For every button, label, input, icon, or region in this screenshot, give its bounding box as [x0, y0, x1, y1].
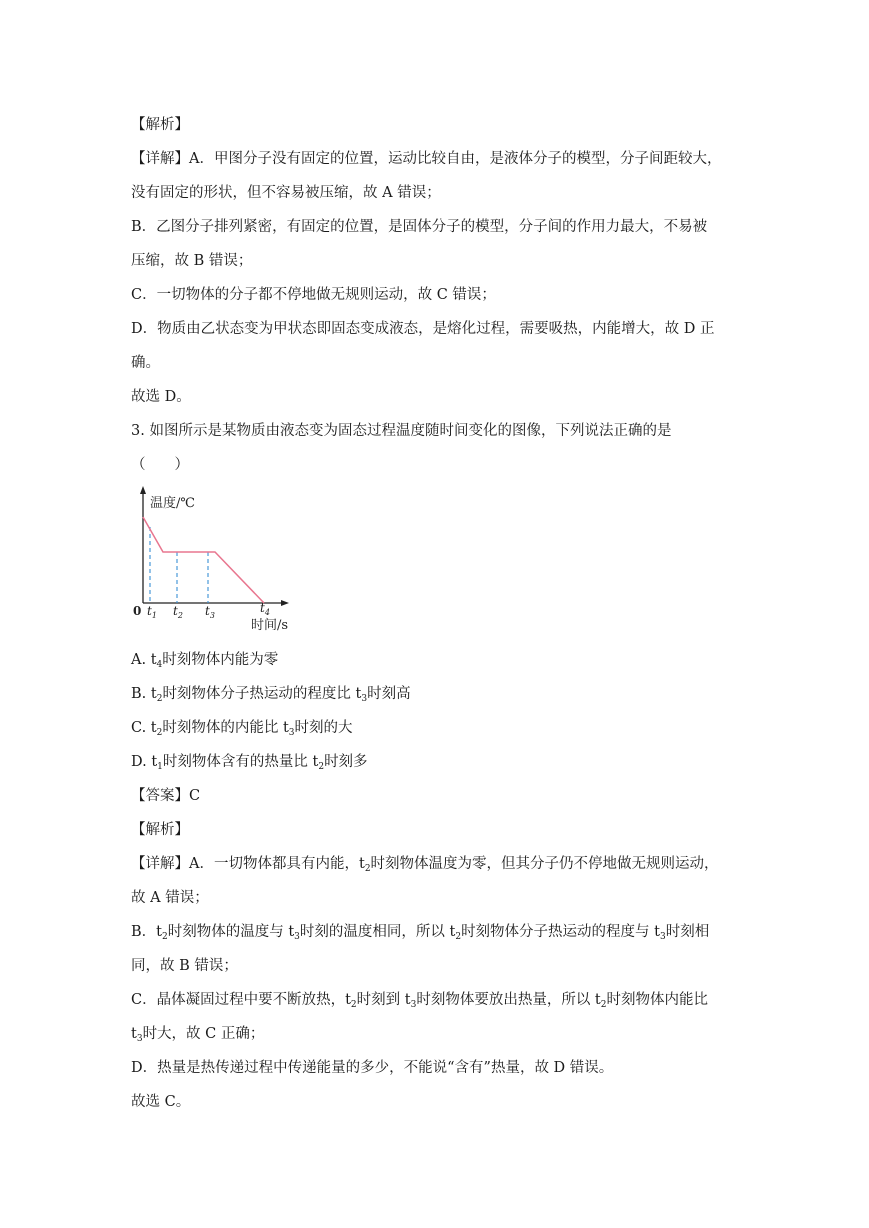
xiangjie-line-1: 【详解】A．甲图分子没有固定的位置，运动比较自由，是液体分子的模型，分子间距较大， [131, 151, 722, 167]
q3-option-c: C. $t_2$时刻物体的内能比 $t_3$时刻的大 [131, 720, 353, 738]
q3-explain-b-line-2: 同，故 B 错误； [131, 958, 238, 974]
tick-t3: $t_3$ [205, 604, 215, 620]
tick-t4: $t_4$ [260, 601, 270, 617]
y-axis-label: 温度/℃ [150, 496, 195, 511]
q3-explain-c-line-1: C．晶体凝固过程中要不断放热，$t_2$时刻到 $t_3$时刻物体要放出热量，所以 $t_2$时刻物体内能比 [131, 992, 708, 1010]
q3-choose-c: 故选 C。 [131, 1094, 191, 1110]
q3-option-d: D. $t_1$时刻物体含有的热量比 $t_2$时刻多 [131, 754, 368, 772]
tick-t2: $t_2$ [173, 604, 183, 620]
xiangjie-line-2: 没有固定的形状，但不容易被压缩，故 A 错误； [131, 185, 441, 201]
q3-option-b: B. $t_2$时刻物体分子热运动的程度比 $t_3$时刻高 [131, 686, 411, 704]
q3-jiexi-heading: 【解析】 [131, 822, 189, 838]
choose-d: 故选 D。 [131, 389, 191, 405]
q3-answer: 【答案】C [131, 788, 201, 804]
option-d-line-2: 确。 [131, 355, 160, 371]
temperature-time-graph [131, 484, 301, 638]
q3-option-a: A. $t_4$时刻物体内能为零 [131, 652, 279, 670]
question-3-stem: 3. 如图所示是某物质由液态变为固态过程温度随时间变化的图像，下列说法正确的是 [131, 423, 672, 439]
temperature-curve [143, 517, 264, 603]
q3-xiangjie-line-1: 【详解】A．一切物体都具有内能，$t_2$时刻物体温度为零，但其分子仍不停地做无规则运动， [131, 856, 719, 874]
origin-label: 0 [133, 604, 142, 618]
y-axis-arrow [140, 486, 146, 494]
x-axis-label: 时间/s [251, 618, 289, 633]
option-b-line-1: B．乙图分子排列紧密，有固定的位置，是固体分子的模型，分子间的作用力最大，不易被 [131, 219, 708, 235]
tick-t1: $t_1$ [147, 604, 157, 620]
q3-explain-b-line-1: B．$t_2$时刻物体的温度与 $t_3$时刻的温度相同，所以 $t_2$时刻物体分子热运动的程度与 $t_3$时刻相 [131, 924, 710, 942]
question-3-paren: （ ） [131, 457, 189, 473]
graph-svg [131, 484, 301, 634]
q3-explain-c-line-2: $t_3$时大，故 C 正确； [131, 1026, 265, 1044]
option-b-line-2: 压缩，故 B 错误； [131, 253, 253, 269]
option-d-line-1: D．物质由乙状态变为甲状态即固态变成液态，是熔化过程，需要吸热，内能增大，故 D 正 [131, 321, 715, 337]
q3-xiangjie-line-2: 故 A 错误； [131, 890, 209, 906]
x-axis-arrow [281, 600, 289, 606]
jiexi-heading: 【解析】 [131, 117, 189, 133]
option-c-line: C．一切物体的分子都不停地做无规则运动，故 C 错误； [131, 287, 496, 303]
q3-explain-d-line: D．热量是热传递过程中传递能量的多少，不能说“含有”热量，故 D 错误。 [131, 1060, 614, 1076]
